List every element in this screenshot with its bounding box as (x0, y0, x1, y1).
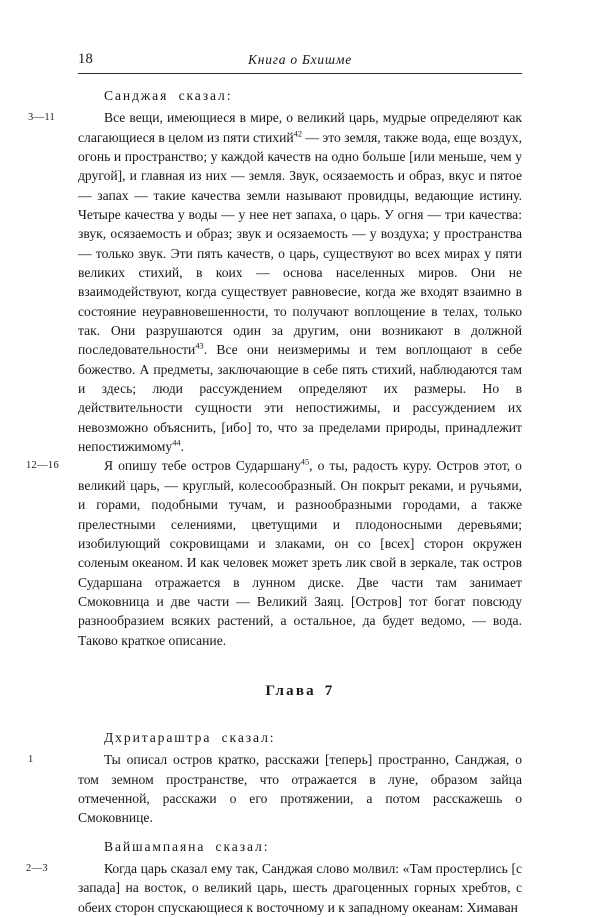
paragraph-1-text-a: Все вещи, имеющиеся в мире, о великий царь, мудрые определяют как слагающиеся в целом из пяти стихий (78, 110, 522, 145)
running-title: Книга о Бхишме (248, 52, 352, 67)
paragraph-4-text: Когда царь сказал ему так, Санджая слово молвил: «Там простерлись [с запада] на восток, о великий царь, шесть драгоценных горных хребтов, с обеих сторон спускающиеся к восточному и к западному океанам: Химаван (78, 860, 522, 915)
paragraph-2-text-b: , о ты, радость куру. Остров этот, о великий царь, — круглый, колесообразный. Он покрыт реками, и ручьями, и горами, подобными тучам, и разнообразными городами, а также прелестными селениями, цветущими и плодоносными деревьями; изобилующий сокровищами и злаками, он со [всех] сторон окружен соленым океаном. И как человек может зреть лик свой в зеркале, так остров Сударшана отражается в лунном диске. Две части там занимает Смоковница и две части — Великий Заяц. [Остров] тот богат повсюду разнообразием всяких растений, а остальное, да будет ведомо, — вода. Таково краткое описание. (78, 458, 522, 648)
verse-number-1: 3—11 (28, 112, 56, 124)
paragraph-1-text-b: — это земля, также вода, еще воздух, огонь и пространство; у каждой качеств на одно больше [или меньше, чем у другой], и главная из них — земля. Звук, осязаемость и образ, вкус и пятое — запах — такие качества земли называют провидцы, ведающие истину. Четыре качества у воды — у нее нет запаха, о царь. У огня — три качества: звук, осязаемость и образ; звук и осязаемость — у воздуха; у пространства — только звук. Эти пять качеств, о царь, существуют во всех мирах у пяти великих стихий, в коих — основа населенных миров. Они не взаимодействуют, когда существует равновесие, когда же входят взаимно в состояние неуравновешенности, то получают воплощение в телах, только так. Они разрушаются один за другим, они возникают в должной последовательности (78, 129, 523, 358)
paragraph-1-text-c: . Все они неизмеримы и тем воплощают в себе божество. А предметы, заключающие в себе пять стихий, наблюдаются там и здесь; люди рассуждением определяют их размеры. Но в действительности сущности эти непостижимы, и рассуждением их невозможно объяснить, [ибо] то, что за пределами природы, принадлежит непостижимому (78, 342, 522, 455)
footnote-marker-43: 43 (195, 341, 204, 351)
speaker-label-sanjaya: Санджая сказал: (104, 88, 233, 103)
speaker-label-vaishampayana: Вайшампаяна сказал: (104, 838, 270, 854)
spacer (78, 828, 522, 837)
paragraph-3 (28, 750, 522, 827)
paragraph-2-text-a: Я опишу тебе остров Сударшану (104, 458, 301, 474)
paragraph-1-text-d: . (180, 439, 184, 455)
footnote-marker-45: 45 (300, 457, 310, 467)
header-rule (78, 73, 522, 74)
verse-number-3: 1 (28, 754, 34, 766)
paragraph-2 (26, 456, 522, 649)
running-head (78, 50, 522, 72)
text-block (26, 84, 523, 917)
speaker-label-dhritarashtra: Дхритараштра сказал: (104, 729, 276, 745)
spacer (78, 650, 522, 681)
paragraph-3-text: Ты описал остров кратко, расскажи [теперь] пространно, Санджая, о том земном пространстве, что отражается в луне, образом зайца отмеченной, расскажи о его протяжении, а потом расскажешь о Смоковнице. (78, 752, 522, 826)
spacer (78, 701, 522, 728)
page-number: 18 (78, 51, 93, 67)
footnote-marker-42: 42 (293, 129, 303, 139)
verse-number-4: 2—3 (26, 862, 48, 874)
chapter-heading: Глава 7 (265, 682, 335, 699)
paragraph-4 (26, 859, 522, 917)
footnote-marker-44: 44 (172, 438, 181, 448)
paragraph-1 (28, 108, 523, 456)
verse-number-2: 12—16 (26, 460, 59, 472)
